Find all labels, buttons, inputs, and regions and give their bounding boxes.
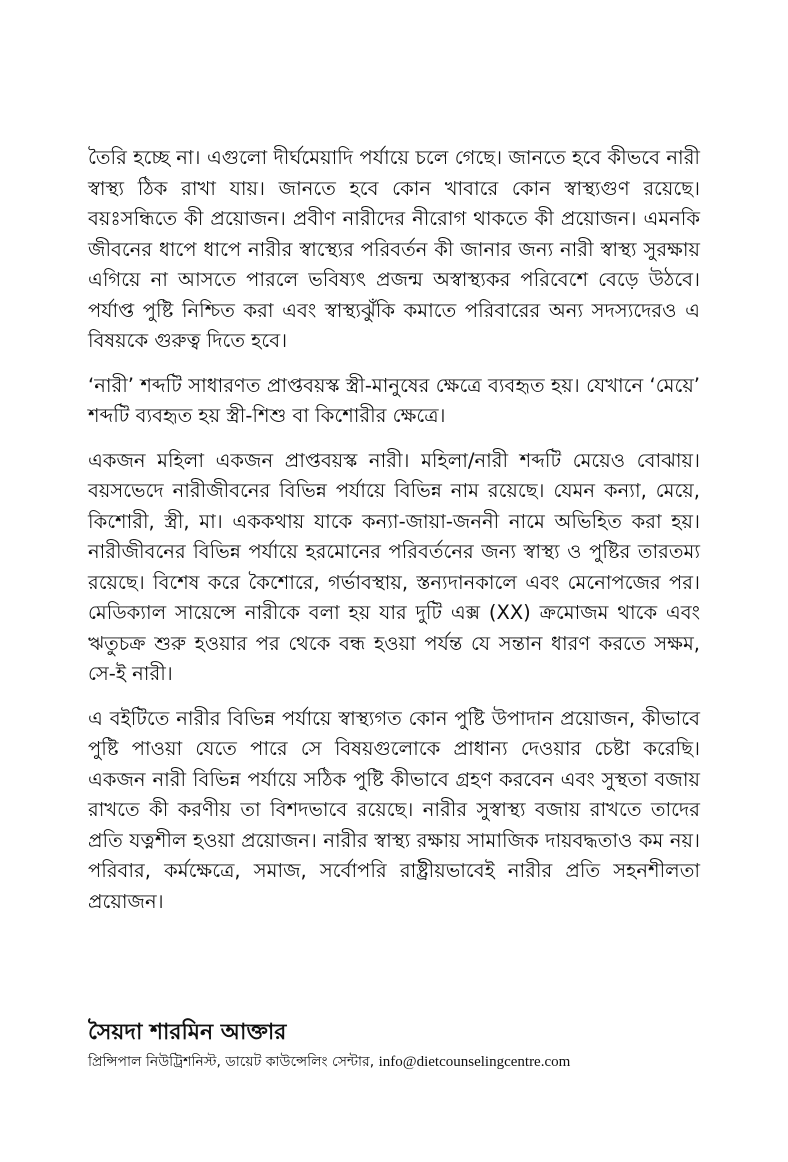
paragraph-2: ‘নারী’ শব্দটি সাধারণত প্রাপ্তবয়স্ক স্ত্রী-মানুষের ক্ষেত্রে ব্যবহৃত হয়। যেখানে ‘মেয়ে’ শব্দটি ব্যবহৃত হয় স্ত্রী-শিশু বা কিশোরীর ক্ষেত্রে। xyxy=(88,373,700,427)
paragraph-4: এ বইটিতে নারীর বিভিন্ন পর্যায়ে স্বাস্থ্যগত কোন পুষ্টি উপাদান প্রয়োজন, কীভাবে পুষ্টি পাওয়া যেতে পারে সে বিষয়গুলোকে প্রাধান্য দেওয়ার চেষ্টা করেছি। একজন নারী বিভিন্ন পর্যায়ে সঠিক পুষ্টি কীভাবে গ্রহণ করবেন এবং সুস্থতা বজায় রাখতে কী করণীয় তা বিশদভাবে রয়েছে। নারীর সুস্বাস্থ্য বজায় রাখতে তাদের প্রতি যত্নশীল হওয়া প্রয়োজন। নারীর স্বাস্থ্য রক্ষায় সামাজিক দায়বদ্ধতাও কম নয়। পরিবার, কর্মক্ষেত্রে, সমাজ, সর্বোপরি রাষ্ট্রীয়ভাবেই নারীর প্রতি সহনশীলতা প্রয়োজন। xyxy=(88,706,700,913)
paragraph-3: একজন মহিলা একজন প্রাপ্তবয়স্ক নারী। মহিলা/নারী শব্দটি মেয়েও বোঝায়। বয়সভেদে নারীজীবনের বিভিন্ন পর্যায়ে বিভিন্ন নাম রয়েছে। যেমন কন্যা, মেয়ে, কিশোরী, স্ত্রী, মা। এককথায় যাকে কন্যা-জায়া-জননী নামে অভিহিত করা হয়। নারীজীবনের বিভিন্ন পর্যায়ে হরমোনের পরিবর্তনের জন্য স্বাস্থ্য ও পুষ্টির তারতম্য রয়েছে। বিশেষ করে কৈশোরে, গর্ভাবস্থায়, স্তন্যদানকালে এবং মেনোপজের পর। মেডিক্যাল সায়েন্সে নারীকে বলা হয় যার দুটি এক্স (XX) ক্রমোজম থাকে এবং ঋতুচক্র শুরু হওয়ার পর থেকে বন্ধ হওয়া পর্যন্ত যে সন্তান ধারণ করতে সক্ষম, সে-ই নারী। xyxy=(88,448,700,685)
author-signature xyxy=(88,1018,700,1072)
paragraph-1: তৈরি হচ্ছে না। এগুলো দীর্ঘমেয়াদি পর্যায়ে চলে গেছে। জানতে হবে কীভবে নারী স্বাস্থ্য ঠিক রাখা যায়। জানতে হবে কোন খাবারে কোন স্বাস্থ্যগুণ রয়েছে। বয়ঃসন্ধিতে কী প্রয়োজন। প্রবীণ নারীদের নীরোগ থাকতে কী প্রয়োজন। এমনকি জীবনের ধাপে ধাপে নারীর স্বাস্থ্যের পরিবর্তন কী জানার জন্য নারী স্বাস্থ্য সুরক্ষায় এগিয়ে না আসতে পারলে ভবিষ্যৎ প্রজন্ম অস্বাস্থ্যকর পরিবেশে বেড়ে উঠবে। পর্যাপ্ত পুষ্টি নিশ্চিত করা এবং স্বাস্থ্যঝুঁকি কমাতে পরিবারের অন্য সদস্যদেরও এ বিষয়কে গুরুত্ব দিতে হবে। xyxy=(88,146,700,352)
author-email: info@dietcounselingcentre.com xyxy=(378,1054,571,1070)
author-name: সৈয়দা শারমিন আক্তার xyxy=(88,1020,287,1045)
body-text xyxy=(88,143,700,931)
author-affiliation xyxy=(88,1052,700,1072)
author-title: প্রিন্সিপাল নিউট্রিশনিস্ট, ডায়েট কাউন্সেলিং সেন্টার, xyxy=(88,1054,375,1070)
